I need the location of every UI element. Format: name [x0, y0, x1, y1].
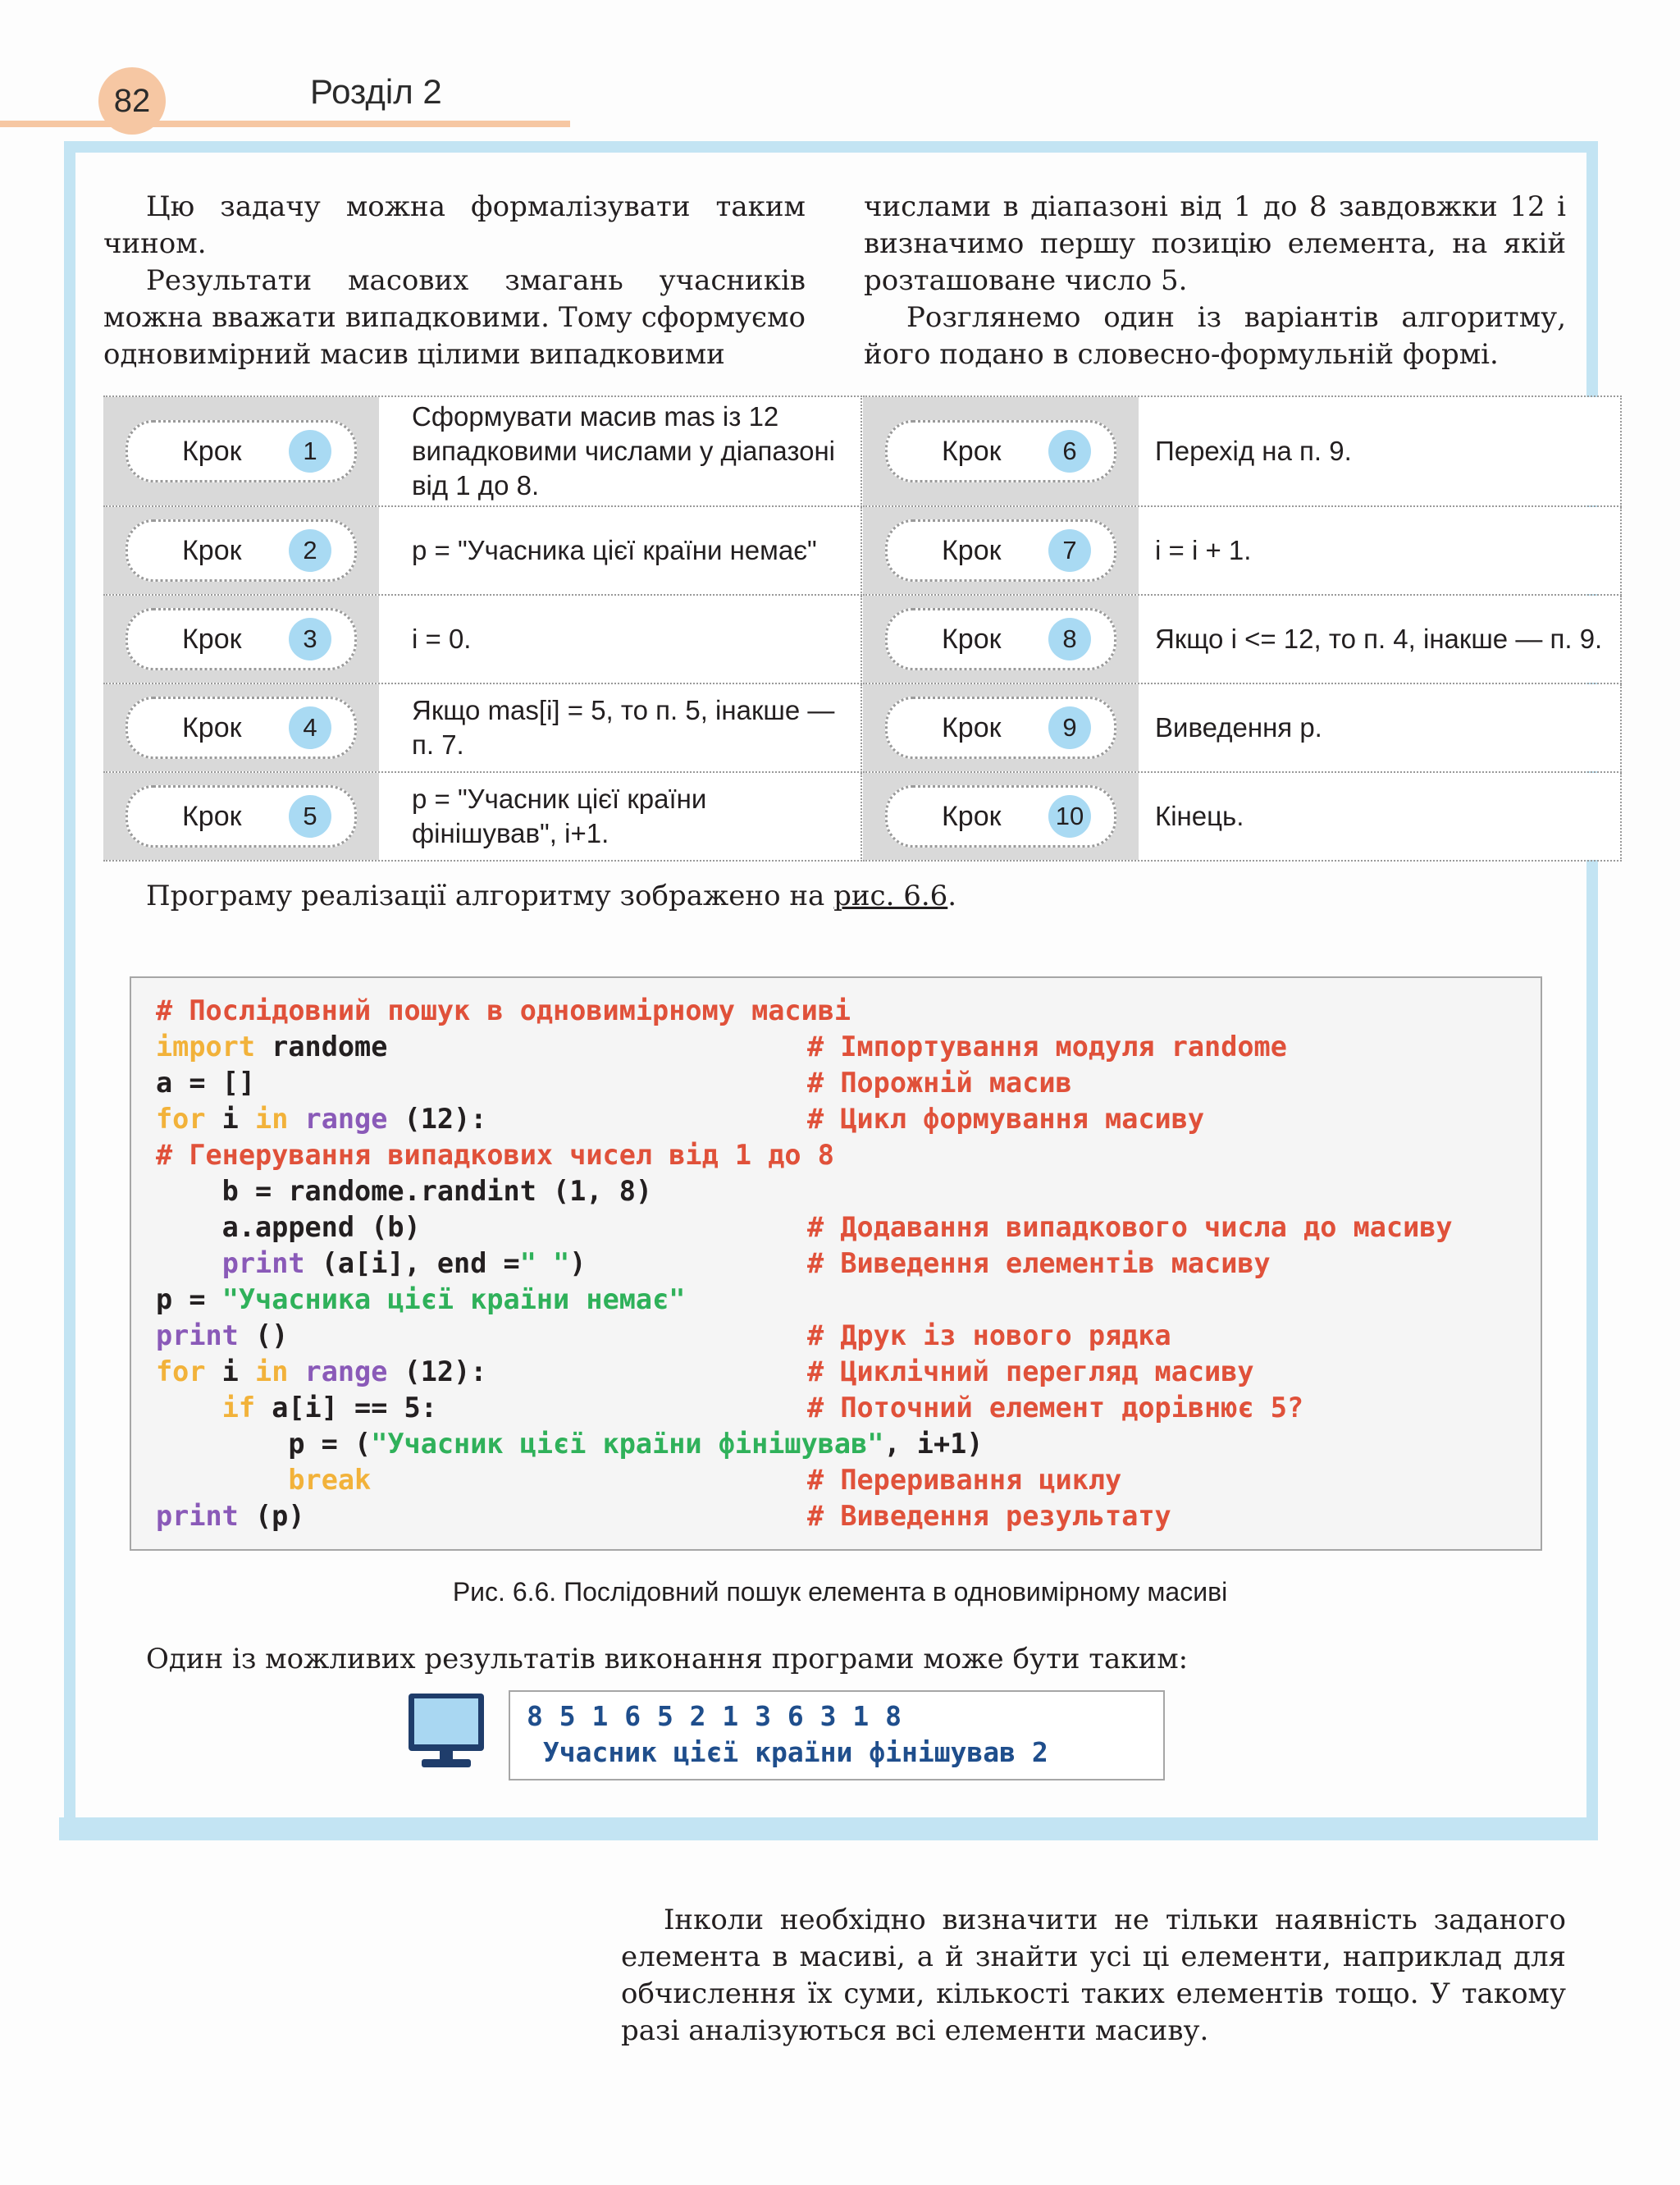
steps-table-right: [863, 395, 1622, 862]
step-label: [885, 697, 1116, 759]
step-row: [863, 773, 1622, 862]
code-keyword: import: [156, 1031, 256, 1063]
code-comment: # Поточний елемент дорівнює 5?: [807, 1392, 1304, 1424]
step-word: Крок: [942, 623, 1002, 655]
step-label: [885, 519, 1116, 582]
step-row: [863, 596, 1622, 684]
step-label: [885, 785, 1116, 848]
step-cell: [863, 507, 1139, 594]
code-comment: # Виведення результату: [807, 1500, 1171, 1532]
code-text: (): [238, 1319, 289, 1351]
program-output: [509, 1690, 1165, 1780]
step-row: [103, 684, 862, 773]
code-line: [156, 1426, 983, 1462]
step-row: [103, 507, 862, 596]
step-cell: [103, 397, 379, 505]
code-keyword: break: [288, 1464, 372, 1496]
step-cell: [103, 773, 379, 860]
step-word: Крок: [182, 711, 242, 743]
code-line: # Генерування випадкових чисел від 1 до 8: [156, 1139, 834, 1171]
output-line: Учасник цієї країни фінішував 2: [527, 1736, 1048, 1768]
code-text: (12):: [387, 1103, 487, 1135]
code-text: [156, 1464, 288, 1496]
code-comment: # Переривання циклу: [807, 1464, 1122, 1496]
step-row: [103, 395, 862, 507]
step-cell: [863, 596, 1139, 683]
code-line: b = randome.randint (1, 8): [156, 1175, 653, 1207]
code-line: [156, 1318, 288, 1354]
frame-top: [64, 141, 1598, 153]
step-label: [126, 608, 357, 670]
step-text: p = "Учасник цієї країни фінішував", i+1.: [379, 773, 861, 860]
step-cell: [103, 507, 379, 594]
code-text: [156, 1392, 222, 1424]
code-builtin: print: [156, 1319, 239, 1351]
code-keyword: for: [156, 1355, 206, 1387]
step-label: [126, 785, 357, 848]
step-label: [126, 697, 357, 759]
step-label: [126, 420, 357, 482]
program-intro: [146, 878, 956, 915]
code-text: (12):: [387, 1355, 487, 1387]
step-cell: [863, 773, 1139, 860]
chapter-title: Розділ 2: [310, 72, 442, 111]
step-row: [863, 507, 1622, 596]
step-text: Перехід на п. 9.: [1139, 397, 1620, 505]
step-row: [863, 395, 1622, 507]
code-text: i: [205, 1103, 256, 1135]
code-comment: # Додавання випадкового числа до масиву: [807, 1211, 1453, 1243]
program-intro-end: .: [947, 880, 957, 912]
step-number: 2: [289, 529, 331, 572]
intro-left-column: [103, 189, 806, 373]
code-text: , i+1): [883, 1428, 984, 1460]
output-line: 8 5 1 6 5 2 1 3 6 3 1 8: [527, 1700, 902, 1732]
step-text: Кінець.: [1139, 773, 1620, 860]
intro-paragraph: числами в діапазоні від 1 до 8 завдовжки 12 і визначимо першу позицію елемента, на якій розташоване число 5.: [864, 190, 1566, 297]
intro-paragraph: Розглянемо один із варіантів алгоритму, його подано в словесно-формульній формі.: [864, 301, 1566, 371]
step-cell: [863, 684, 1139, 771]
code-line: [156, 1282, 685, 1318]
step-label: [885, 608, 1116, 670]
code-comment: # Друк із нового рядка: [807, 1319, 1171, 1351]
step-number: 5: [289, 795, 331, 838]
step-text: Сформувати масив mas із 12 випадковими числами у діапазоні від 1 до 8.: [379, 397, 861, 505]
step-number: 7: [1048, 529, 1091, 572]
code-line: a = []: [156, 1067, 256, 1099]
code-comment: # Циклічний перегляд масиву: [807, 1355, 1254, 1387]
code-string: "Учасника цієї країни немає": [221, 1283, 686, 1315]
step-label: [126, 519, 357, 582]
code-text: ): [569, 1247, 587, 1279]
code-comment: # Цикл формування масиву: [807, 1103, 1205, 1135]
code-text: [288, 1355, 304, 1387]
code-text: p = (: [156, 1428, 372, 1460]
step-row: [103, 773, 862, 862]
frame-bottom: [59, 1817, 1598, 1840]
code-line: [156, 1462, 371, 1498]
step-word: Крок: [182, 534, 242, 566]
code-text: randome: [255, 1031, 388, 1063]
code-text: [156, 1247, 222, 1279]
step-row: [103, 596, 862, 684]
frame-left: [64, 141, 75, 1825]
code-text: i: [205, 1355, 256, 1387]
code-line: [156, 1029, 387, 1065]
step-word: Крок: [182, 800, 242, 832]
monitor-icon: [407, 1690, 486, 1772]
step-text: Якщо mas[i] = 5, то п. 5, інакше — п. 7.: [379, 684, 861, 771]
intro-paragraph: Результати масових змагань учасників можна вважати випадковими. Тому сформуємо одновимірний масив цілими випадковими: [103, 264, 806, 371]
code-text: p =: [156, 1283, 222, 1315]
step-number: 6: [1048, 430, 1091, 473]
code-line: a.append (b): [156, 1211, 421, 1243]
step-cell: [103, 596, 379, 683]
step-number: 3: [289, 618, 331, 661]
header-rule: [0, 121, 570, 127]
step-word: Крок: [182, 435, 242, 467]
step-number: 8: [1048, 618, 1091, 661]
code-text: (p): [238, 1500, 305, 1532]
page-number: 82: [113, 83, 151, 119]
step-cell: [863, 397, 1139, 505]
step-word: Крок: [942, 800, 1002, 832]
step-word: Крок: [942, 534, 1002, 566]
code-keyword: if: [221, 1392, 256, 1424]
closing-paragraph: [621, 1902, 1566, 2050]
code-text: (a[i], end =: [304, 1247, 520, 1279]
closing-text: Інколи необхідно визначити не тільки наявність заданого елемента в масиві, а й знайти усі ці елементи, наприклад для обчислення їх суми, кількості таких елементів тощо. У такому разі аналізуються всі елементи масиву.: [621, 1904, 1566, 2047]
program-intro-text: Програму реалізації алгоритму зображено на: [146, 880, 834, 912]
code-line: [156, 1498, 305, 1534]
code-line: [156, 1246, 586, 1282]
figure-caption: Рис. 6.6. Послідовний пошук елемента в одновимірному масиві: [452, 1577, 1228, 1607]
code-line: # Послідовний пошук в одновимірному масиві: [156, 994, 851, 1026]
steps-table-left: [103, 395, 862, 862]
code-line: [156, 1390, 437, 1426]
step-number: 9: [1048, 706, 1091, 749]
figure-reference: рис. 6.6: [833, 880, 948, 912]
result-intro: Один із можливих результатів виконання програми може бути таким:: [146, 1643, 1189, 1675]
code-builtin: range: [304, 1103, 388, 1135]
code-string: " ": [519, 1247, 570, 1279]
code-string: "Учасник цієї країни фінішував": [371, 1428, 884, 1460]
code-line: [156, 1354, 486, 1390]
code-builtin: range: [304, 1355, 388, 1387]
intro-right-column: [864, 189, 1566, 373]
step-word: Крок: [182, 623, 242, 655]
step-word: Крок: [942, 711, 1002, 743]
step-text: Якщо i <= 12, то п. 4, інакше — п. 9.: [1139, 596, 1620, 683]
step-label: [885, 420, 1116, 482]
step-text: p = "Учасника цієї країни немає": [379, 507, 861, 594]
code-comment: # Порожній масив: [807, 1067, 1072, 1099]
step-number: 10: [1048, 795, 1091, 838]
code-keyword: in: [255, 1103, 289, 1135]
code-comment: # Виведення елементів масиву: [807, 1247, 1271, 1279]
step-row: [863, 684, 1622, 773]
code-keyword: for: [156, 1103, 206, 1135]
step-cell: [103, 684, 379, 771]
code-keyword: in: [255, 1355, 289, 1387]
code-comment: # Імпортування модуля randome: [807, 1031, 1287, 1063]
code-text: a[i] == 5:: [255, 1392, 437, 1424]
code-builtin: print: [221, 1247, 305, 1279]
code-line: [156, 1101, 486, 1137]
step-text: i = 0.: [379, 596, 861, 683]
intro-paragraph: Цю задачу можна формалізувати таким чином.: [103, 190, 806, 260]
code-listing: [130, 976, 1542, 1551]
code-text: [288, 1103, 304, 1135]
code-builtin: print: [156, 1500, 239, 1532]
step-text: i = i + 1.: [1139, 507, 1620, 594]
step-text: Виведення p.: [1139, 684, 1620, 771]
step-word: Крок: [942, 435, 1002, 467]
step-number: 1: [289, 430, 331, 473]
step-number: 4: [289, 706, 331, 749]
